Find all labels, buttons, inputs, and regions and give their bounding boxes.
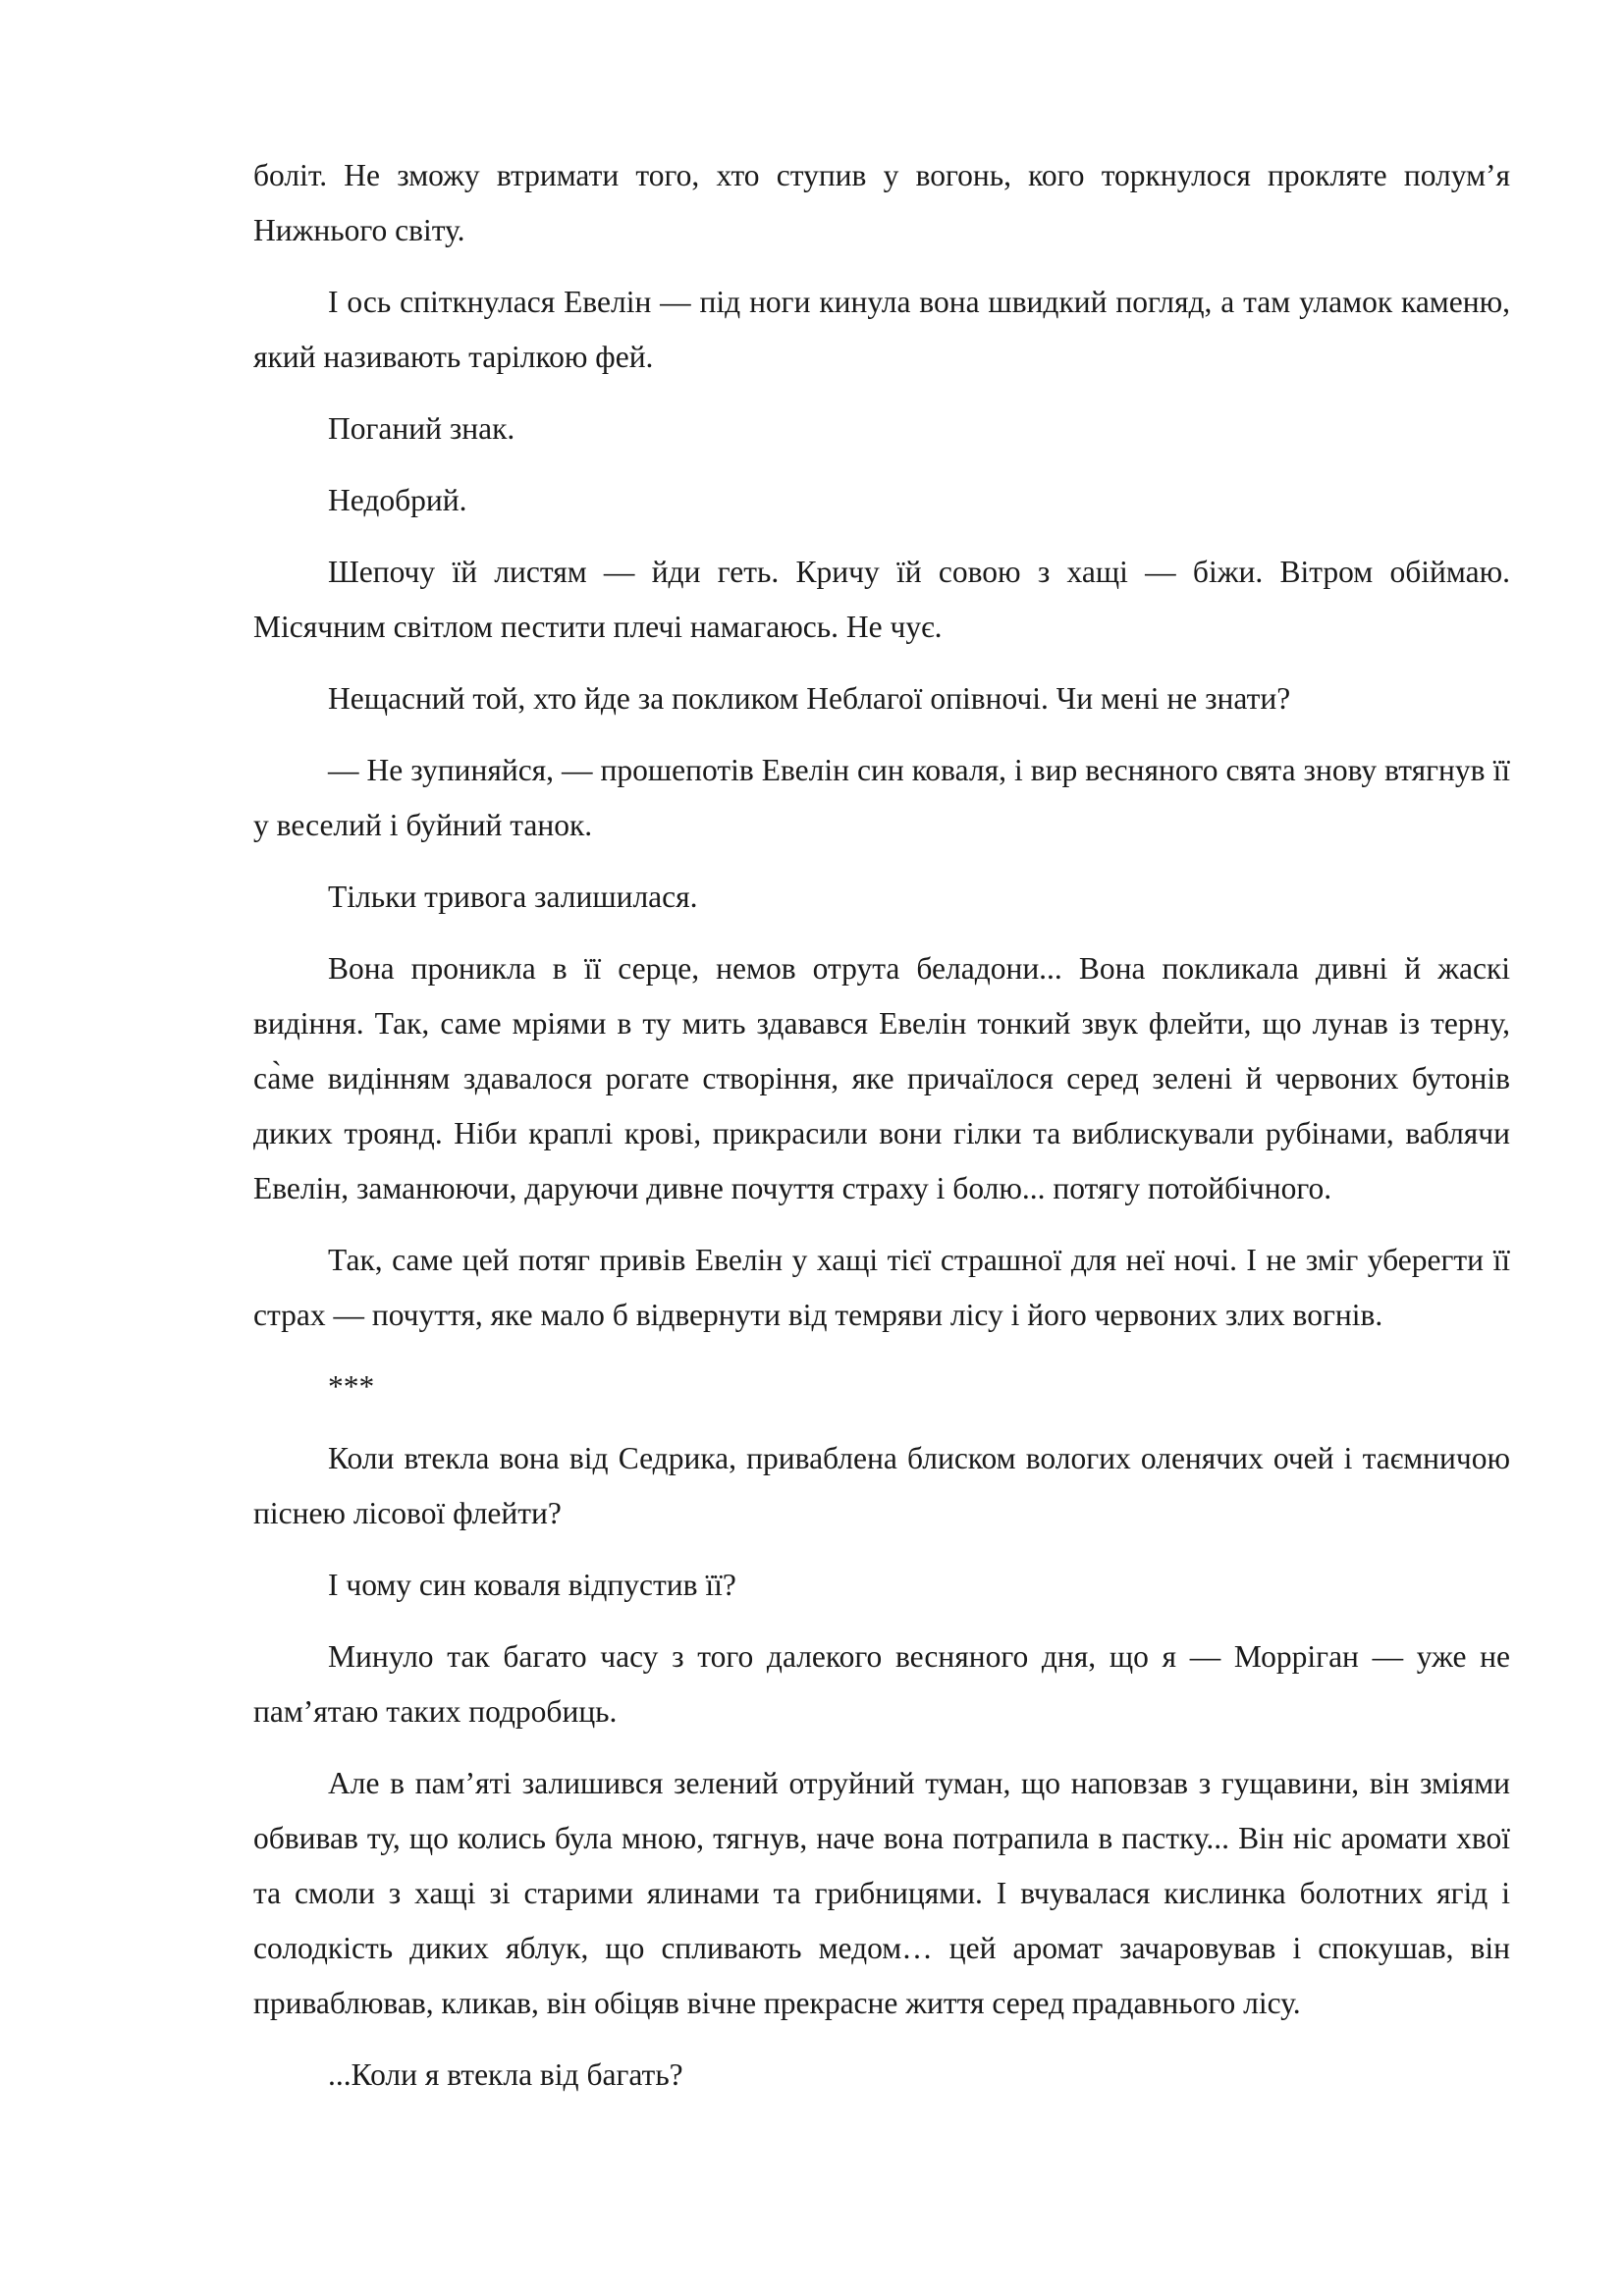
paragraph: ...Коли я втекла від багать? <box>328 2057 683 2092</box>
paragraph: Недобрий. <box>328 483 467 517</box>
paragraph: І ось спіткнулася Евелін — під ноги кинула вона швидкий погляд, а там уламок каменю, який називають тарілкою фей. <box>253 285 1510 374</box>
paragraph: — Не зупиняйся, — прошепотів Евелін син коваля, і вир весняного свята знову втягнув її у веселий і буйний танок. <box>253 753 1510 842</box>
paragraph: Нещасний той, хто йде за покликом Неблагої опівночі. Чи мені не знати? <box>328 681 1291 716</box>
paragraph: Поганий знак. <box>328 411 515 446</box>
paragraph: Минуло так багато часу з того далекого весняного дня, що я — Морріган — уже не пам’ятаю таких подробиць. <box>253 1639 1510 1729</box>
paragraph: І чому син коваля відпустив її? <box>328 1568 736 1602</box>
section-separator: *** <box>328 1369 375 1404</box>
paragraph: Вона проникла в її серце, немов отрута беладони... Вона покликала дивні й жаскі видіння. Так, саме мріями в ту мить здавався Евелін тонкий звук флейти, що лунав із терну, са̀ме видінням здавалося рогате створіння, яке причаїлося серед зелені й червоних бутонів диких троянд. Ніби краплі крові, прикрасили вони гілки та виблискували рубінами, ваблячи Евелін, заманюючи, даруючи дивне почуття страху і болю... потягу потойбічного. <box>253 951 1510 1205</box>
paragraph: Так, саме цей потяг привів Евелін у хащі тієї страшної для неї ночі. І не зміг уберегти її страх — почуття, яке мало б відвернути від темряви лісу і його червоних злих вогнів. <box>253 1243 1510 1332</box>
paragraph: Тільки тривога залишилася. <box>328 880 698 914</box>
paragraph: боліт. Не зможу втримати того, хто ступив у вогонь, кого торкнулося прокляте полум’я Нижнього світу. <box>253 158 1510 247</box>
paragraph: Шепочу їй листям — йди геть. Кричу їй совою з хащі — біжи. Вітром обіймаю. Місячним світлом пестити плечі намагаюсь. Не чує. <box>253 555 1510 644</box>
document-page <box>253 148 1510 2119</box>
paragraph: Коли втекла вона від Седрика, приваблена блиском вологих оленячих очей і таємничою піснею лісової флейти? <box>253 1441 1510 1530</box>
paragraph: Але в пам’яті залишився зелений отруйний туман, що наповзав з гущавини, він зміями обвивав ту, що колись була мною, тягнув, наче вона потрапила в пастку... Він ніс аромати хвої та смоли з хащі зі старими ялинами та грибницями. І вчувалася кислинка болотних ягід і солодкість диких яблук, що спливають медом… цей аромат зачаровував і спокушав, він приваблював, кликав, він обіцяв вічне прекрасне життя серед прадавнього лісу. <box>253 1766 1510 2020</box>
